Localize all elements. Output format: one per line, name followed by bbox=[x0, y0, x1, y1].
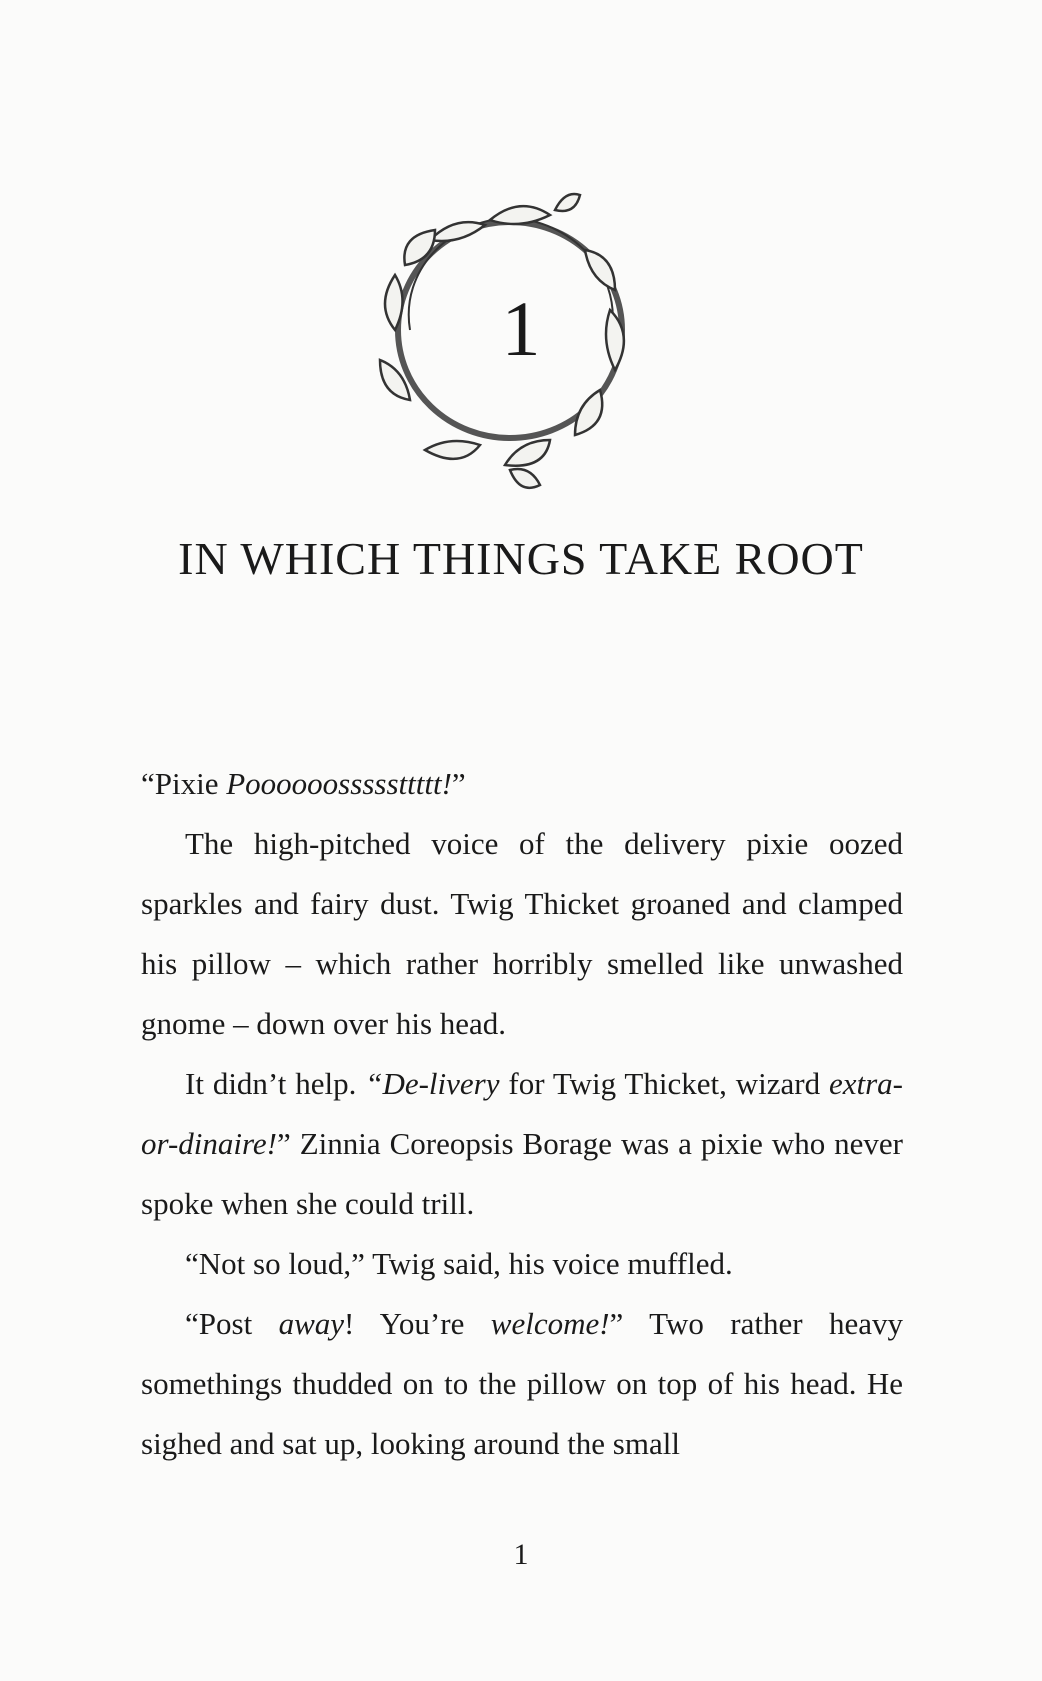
body-text bbox=[141, 754, 903, 1474]
paragraph: “Pixie Poooooosssssttttt!” bbox=[141, 766, 466, 801]
paragraph: “Not so loud,” Twig said, his voice muffled. bbox=[185, 1246, 733, 1281]
paragraph: The high-pitched voice of the delivery pixie oozed sparkles and fairy dust. Twig Thicket groaned and clamped his pillow – which rather horribly smelled like unwashed gnome – down over his head. bbox=[141, 826, 903, 1041]
chapter-number: 1 bbox=[501, 285, 541, 372]
chapter-title: IN WHICH THINGS TAKE ROOT bbox=[178, 533, 864, 584]
page-number: 1 bbox=[513, 1538, 529, 1571]
paragraph: It didn’t help. “De-livery for Twig Thicket, wizard extra-or-dinaire!” Zinnia Coreopsis Borage was a pixie who never spoke when she could trill. bbox=[141, 1066, 903, 1221]
paragraph: “Post away! You’re welcome!” Two rather heavy somethings thudded on to the pillow on top of his head. He sighed and sat up, looking around the small bbox=[141, 1306, 903, 1461]
